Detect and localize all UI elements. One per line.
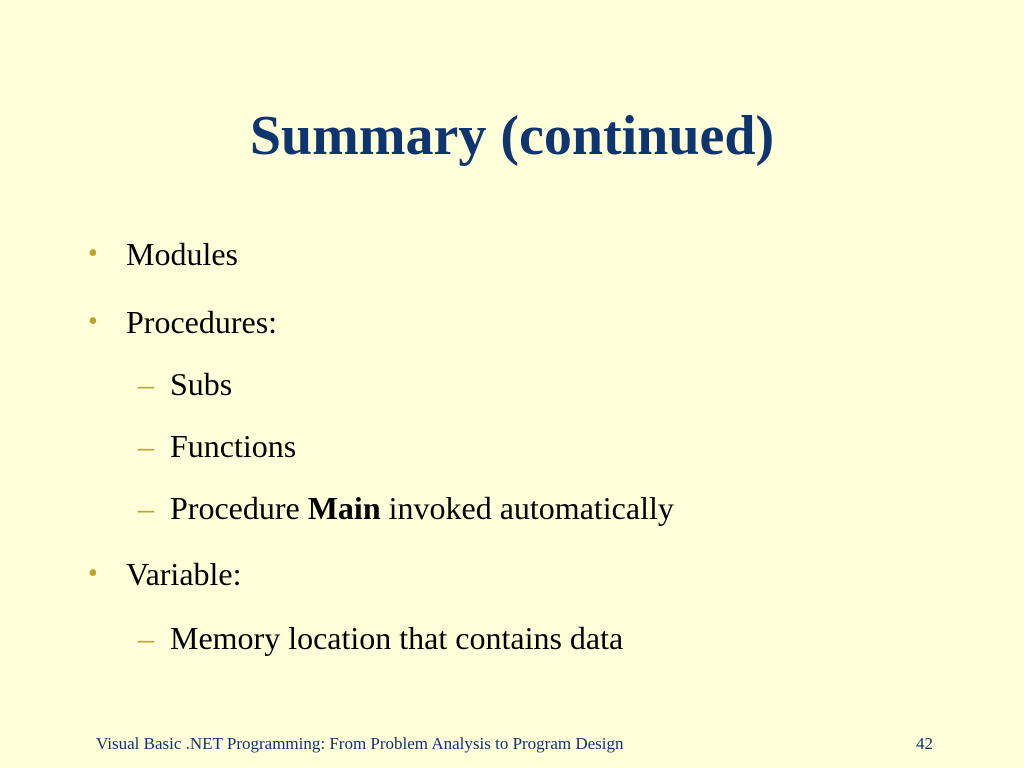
- bullet-variable: Variable:: [126, 556, 242, 592]
- procedure-suffix: invoked automatically: [380, 490, 674, 526]
- bullet-icon: •: [88, 306, 98, 337]
- sub-bullet-subs: Subs: [170, 366, 233, 402]
- slide-title: Summary (continued): [249, 105, 775, 167]
- sub-bullet-memory: Memory location that contains data: [170, 620, 624, 656]
- dash-icon: –: [138, 620, 154, 656]
- sub-bullet-functions: Functions: [170, 428, 297, 464]
- page-number: 42: [916, 734, 933, 753]
- dash-icon: –: [138, 490, 154, 526]
- bullet-icon: •: [88, 238, 98, 269]
- procedure-prefix: Procedure: [170, 490, 308, 526]
- bullet-icon: •: [88, 558, 98, 589]
- bullet-modules: Modules: [126, 236, 238, 272]
- procedure-bold-main: Main: [307, 490, 381, 526]
- dash-icon: –: [138, 428, 154, 464]
- footer-text: Visual Basic .NET Programming: From Problem Analysis to Program Design: [96, 734, 624, 753]
- sub-bullet-procedure-main: [170, 488, 674, 528]
- dash-icon: –: [138, 366, 154, 402]
- bullet-procedures: Procedures:: [126, 304, 278, 340]
